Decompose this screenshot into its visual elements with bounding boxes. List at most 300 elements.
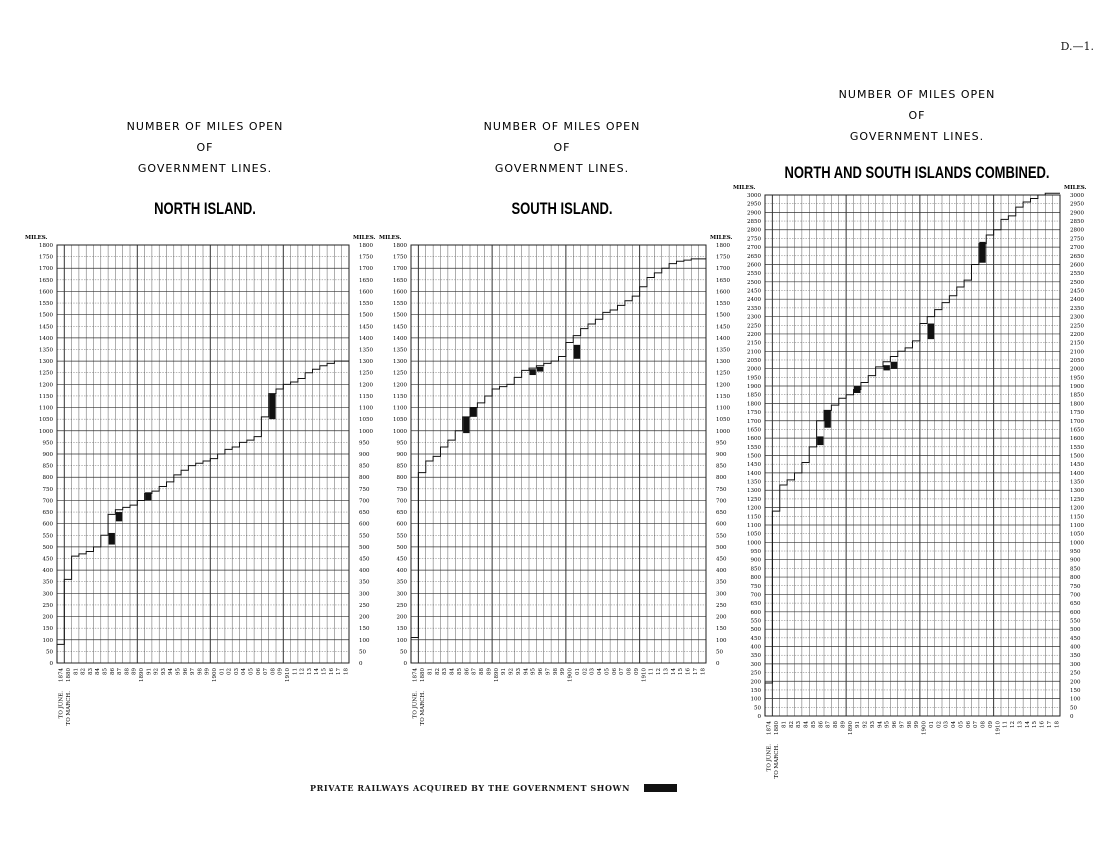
y-tick-label-left: 900 — [42, 452, 53, 458]
x-tick-label: 05 — [958, 721, 965, 728]
y-tick-label-right: 850 — [1070, 566, 1081, 573]
y-tick-label-right: 1500 — [1070, 453, 1084, 460]
y-tick-label-right: 150 — [1070, 687, 1081, 694]
y-tick-label-left: 1150 — [393, 393, 407, 400]
y-tick-label-left: 650 — [396, 510, 407, 517]
chart-title: NORTH AND SOUTH ISLANDS COMBINED. — [784, 164, 1050, 183]
y-tick-label-right: 1200 — [359, 382, 373, 389]
x-tick-label: 82 — [434, 668, 441, 675]
acquisition-block — [928, 324, 934, 340]
y-tick-label-left: 0 — [49, 661, 53, 667]
y-tick-label-right: 100 — [359, 637, 370, 644]
x-tick-label: 83 — [87, 668, 94, 675]
y-tick-label-right: 3000 — [1070, 193, 1084, 199]
y-tick-label-left: 2100 — [747, 349, 761, 356]
y-tick-label-right: 550 — [716, 533, 727, 540]
y-tick-label-right: 2950 — [1070, 201, 1084, 208]
x-tick-label: 15 — [321, 668, 328, 675]
y-tick-label-left: 1300 — [393, 359, 407, 366]
x-tick-label: 1874 — [58, 668, 65, 682]
y-tick-label-left: 1150 — [747, 514, 761, 521]
x-tick-label: 94 — [168, 668, 175, 675]
x-tick-label: 14 — [670, 668, 677, 675]
y-tick-label-right: 1400 — [716, 335, 730, 342]
y-tick-label-right: 2800 — [1070, 227, 1084, 234]
y-tick-label-right: 900 — [716, 452, 727, 458]
y-tick-label-right: 850 — [359, 463, 370, 470]
y-tick-label-left: 1050 — [747, 531, 761, 538]
y-tick-label-right: 1550 — [359, 301, 373, 308]
y-tick-label-left: 200 — [750, 679, 761, 686]
y-tick-label-right: 300 — [716, 591, 727, 598]
y-tick-label-left: 1800 — [39, 243, 53, 249]
x-tick-label: 12 — [656, 668, 663, 675]
x-tick-label: 87 — [825, 721, 832, 728]
x-tick-label: 08 — [980, 721, 987, 728]
x-tick-label: 05 — [604, 668, 611, 675]
y-tick-label-right: 600 — [716, 521, 727, 528]
y-tick-label-right: 2050 — [1070, 357, 1084, 364]
y-tick-label-right: 1700 — [359, 266, 373, 273]
y-tick-label-right: 1000 — [1070, 540, 1084, 547]
x-tick-label: 98 — [552, 668, 559, 675]
y-tick-label-left: 2150 — [747, 340, 761, 347]
x-tick-label: 01 — [574, 668, 581, 675]
x-tick-label: 15 — [1032, 721, 1039, 728]
y-tick-label-right: 1650 — [1070, 427, 1084, 434]
y-tick-label-left: 3000 — [747, 193, 761, 199]
chart-heading-line: GOVERNMENT LINES. — [137, 162, 273, 175]
y-tick-label-right: 400 — [359, 568, 370, 575]
y-tick-label-left: 750 — [42, 486, 53, 493]
x-tick-label: 17 — [336, 668, 343, 675]
y-tick-label-right: 750 — [1070, 583, 1081, 590]
y-tick-label-right: 2250 — [1070, 323, 1084, 330]
x-tick-label: 12 — [1010, 721, 1017, 728]
y-tick-label-left: 1100 — [39, 405, 53, 412]
y-tick-label-right: 400 — [716, 568, 727, 575]
x-tick-label: 13 — [306, 668, 313, 675]
y-tick-label-right: 550 — [359, 533, 370, 540]
y-tick-label-left: 900 — [396, 452, 407, 458]
x-tick-label: 17 — [1046, 721, 1053, 728]
x-tick-label: 1874 — [766, 721, 773, 735]
y-tick-label-left: 1250 — [747, 496, 761, 503]
y-tick-label-left: 400 — [42, 568, 53, 575]
x-tick-label: 89 — [131, 668, 138, 675]
y-tick-label-left: 700 — [396, 498, 407, 505]
y-tick-label-right: 300 — [1070, 661, 1081, 668]
chart-heading-line: OF — [196, 141, 214, 154]
x-tick-label: 11 — [648, 668, 655, 675]
legend-swatch — [644, 784, 677, 792]
y-tick-label-right: 2450 — [1070, 288, 1084, 295]
acquisition-block — [884, 365, 890, 370]
x-tick-prefix: TO MARCH. — [774, 744, 781, 779]
y-tick-label-right: 1500 — [716, 312, 730, 319]
y-tick-label-right: 700 — [716, 498, 727, 505]
y-tick-label-right: 500 — [1070, 627, 1081, 634]
y-tick-label-right: 600 — [1070, 609, 1081, 616]
y-tick-label-left: 950 — [396, 440, 407, 447]
x-tick-label: 06 — [255, 668, 262, 675]
chart-heading-line: NUMBER OF MILES OPEN — [126, 120, 284, 133]
chart-heading-line: NUMBER OF MILES OPEN — [838, 88, 996, 101]
y-tick-label-left: 1800 — [393, 243, 407, 249]
x-tick-label: 81 — [781, 721, 788, 728]
y-tick-label-right: 700 — [1070, 592, 1081, 599]
x-tick-label: 95 — [884, 721, 891, 728]
y-tick-label-left: 2700 — [747, 245, 761, 252]
y-tick-label-left: 500 — [396, 544, 407, 551]
x-tick-label: 13 — [1017, 721, 1024, 728]
x-tick-label: 83 — [796, 721, 803, 728]
x-tick-label: 99 — [560, 668, 567, 675]
x-tick-label: 92 — [508, 668, 515, 675]
y-tick-label-left: 550 — [750, 618, 761, 625]
y-tick-label-left: 1000 — [393, 428, 407, 435]
x-tick-label: 1890 — [138, 668, 145, 682]
y-tick-label-left: 850 — [42, 463, 53, 470]
chart-heading-line: NUMBER OF MILES OPEN — [483, 120, 641, 133]
y-tick-label-right: 1150 — [359, 393, 373, 400]
y-tick-label-left: 1000 — [39, 428, 53, 435]
y-tick-label-left: 450 — [396, 556, 407, 563]
y-tick-label-right: 2500 — [1070, 279, 1084, 286]
x-tick-label: 1900 — [921, 721, 928, 735]
y-tick-label-right: 1650 — [359, 277, 373, 284]
y-axis-unit-right: MILES. — [353, 235, 376, 241]
legend-text: PRIVATE RAILWAYS ACQUIRED BY THE GOVERNMENT SHOWN — [310, 783, 631, 793]
y-tick-label-right: 2350 — [1070, 305, 1084, 312]
y-tick-label-left: 800 — [42, 475, 53, 482]
x-tick-label: 97 — [190, 668, 197, 675]
y-tick-label-right: 450 — [716, 556, 727, 563]
y-tick-label-left: 1100 — [393, 405, 407, 412]
y-tick-label-left: 1450 — [393, 324, 407, 331]
x-tick-label: 16 — [1039, 721, 1046, 728]
y-tick-label-right: 800 — [716, 475, 727, 482]
x-tick-label: 92 — [153, 668, 160, 675]
y-tick-label-left: 550 — [396, 533, 407, 540]
y-tick-label-left: 2350 — [747, 305, 761, 312]
x-tick-label: 04 — [951, 721, 958, 728]
y-tick-label-right: 1250 — [716, 370, 730, 377]
y-tick-label-right: 0 — [359, 661, 363, 667]
y-tick-label-left: 1150 — [39, 393, 53, 400]
y-tick-label-right: 650 — [359, 510, 370, 517]
y-tick-label-left: 50 — [400, 649, 407, 656]
x-tick-label: 09 — [987, 721, 994, 728]
y-tick-label-left: 1650 — [747, 427, 761, 434]
x-tick-label: 86 — [464, 668, 471, 675]
x-tick-label: 01 — [219, 668, 226, 675]
y-tick-label-right: 1300 — [359, 359, 373, 366]
x-tick-label: 94 — [523, 668, 530, 675]
y-tick-label-left: 250 — [750, 670, 761, 677]
y-tick-label-left: 400 — [396, 568, 407, 575]
y-tick-label-left: 2750 — [747, 236, 761, 243]
y-tick-label-right: 1250 — [1070, 496, 1084, 503]
x-tick-label: 84 — [95, 668, 102, 675]
chart-heading-line: OF — [553, 141, 571, 154]
x-tick-label: 18 — [1054, 721, 1061, 728]
x-tick-label: 14 — [1024, 721, 1031, 728]
y-tick-label-right: 250 — [359, 602, 370, 609]
x-tick-label: 93 — [515, 668, 522, 675]
y-tick-label-right: 1500 — [359, 312, 373, 319]
y-tick-label-right: 1600 — [359, 289, 373, 296]
y-tick-label-right: 2400 — [1070, 297, 1084, 304]
x-tick-label: 95 — [175, 668, 182, 675]
y-tick-label-left: 1900 — [747, 384, 761, 391]
y-tick-label-right: 1850 — [1070, 392, 1084, 399]
y-tick-label-right: 350 — [1070, 653, 1081, 660]
y-tick-label-right: 1600 — [1070, 436, 1084, 443]
x-tick-label: 08 — [270, 668, 277, 675]
y-tick-label-right: 1700 — [1070, 418, 1084, 425]
y-tick-label-left: 1400 — [747, 470, 761, 477]
y-tick-label-right: 1350 — [359, 347, 373, 354]
y-tick-label-left: 2050 — [747, 357, 761, 364]
y-tick-label-left: 2500 — [747, 279, 761, 286]
y-tick-label-right: 200 — [716, 614, 727, 621]
y-tick-label-left: 950 — [42, 440, 53, 447]
y-tick-label-left: 50 — [46, 649, 53, 656]
x-tick-label: 89 — [840, 721, 847, 728]
acquisition-block — [817, 436, 823, 445]
y-tick-label-right: 150 — [359, 626, 370, 633]
x-tick-label: 18 — [700, 668, 707, 675]
y-tick-label-right: 1750 — [1070, 410, 1084, 417]
x-tick-label: 06 — [611, 668, 618, 675]
y-tick-label-right: 1700 — [716, 266, 730, 273]
y-tick-label-right: 750 — [359, 486, 370, 493]
x-tick-label: 86 — [109, 668, 116, 675]
y-tick-label-left: 1500 — [39, 312, 53, 319]
y-tick-label-right: 1300 — [716, 359, 730, 366]
acquisition-block — [109, 533, 115, 545]
y-tick-label-left: 1850 — [747, 392, 761, 399]
y-tick-label-right: 450 — [1070, 635, 1081, 642]
x-tick-label: 06 — [965, 721, 972, 728]
y-tick-label-left: 1300 — [39, 359, 53, 366]
x-tick-label: 05 — [248, 668, 255, 675]
x-tick-label: 1910 — [995, 721, 1002, 735]
y-tick-label-left: 250 — [396, 602, 407, 609]
y-tick-label-left: 1500 — [393, 312, 407, 319]
y-tick-label-right: 1250 — [359, 370, 373, 377]
y-tick-label-left: 650 — [42, 510, 53, 517]
y-tick-label-right: 600 — [359, 521, 370, 528]
y-tick-label-right: 1350 — [1070, 479, 1084, 486]
y-tick-label-left: 800 — [750, 575, 761, 582]
y-tick-label-left: 1700 — [39, 266, 53, 273]
y-tick-label-left: 700 — [42, 498, 53, 505]
x-tick-label: 13 — [663, 668, 670, 675]
y-tick-label-left: 1950 — [747, 375, 761, 382]
acquisition-block — [471, 408, 477, 417]
x-tick-label: 1900 — [567, 668, 574, 682]
y-tick-label-left: 2200 — [747, 331, 761, 338]
y-tick-label-left: 100 — [750, 696, 761, 703]
y-tick-label-left: 700 — [750, 592, 761, 599]
acquisition-block — [116, 512, 122, 521]
x-tick-label: 1880 — [420, 668, 427, 682]
y-tick-label-left: 500 — [42, 544, 53, 551]
acquisition-block — [825, 410, 831, 427]
y-tick-label-left: 1750 — [393, 254, 407, 261]
y-tick-label-left: 1600 — [393, 289, 407, 296]
acquisition-block — [530, 369, 536, 375]
x-tick-label: 1890 — [493, 668, 500, 682]
y-tick-label-right: 1550 — [716, 301, 730, 308]
x-tick-prefix: TO JUNE. — [766, 744, 773, 772]
x-tick-label: 1900 — [211, 668, 218, 682]
chart-title: NORTH ISLAND. — [154, 200, 256, 219]
x-tick-label: 91 — [146, 668, 153, 675]
y-tick-label-right: 1600 — [716, 289, 730, 296]
y-tick-label-left: 1700 — [393, 266, 407, 273]
y-tick-label-right: 2300 — [1070, 314, 1084, 321]
y-tick-label-right: 2600 — [1070, 262, 1084, 269]
y-tick-label-right: 1800 — [1070, 401, 1084, 408]
x-tick-label: 85 — [102, 668, 109, 675]
y-tick-label-right: 0 — [716, 661, 720, 667]
x-tick-label: 96 — [538, 668, 545, 675]
x-tick-label: 84 — [449, 668, 456, 675]
y-tick-label-left: 1750 — [747, 410, 761, 417]
y-tick-label-right: 650 — [716, 510, 727, 517]
x-tick-label: 88 — [833, 721, 840, 728]
x-tick-label: 03 — [943, 721, 950, 728]
y-tick-label-right: 100 — [716, 637, 727, 644]
x-tick-label: 15 — [678, 668, 685, 675]
x-tick-prefix: TO MARCH. — [65, 691, 72, 726]
y-tick-label-left: 800 — [396, 475, 407, 482]
y-tick-label-right: 2650 — [1070, 253, 1084, 260]
y-tick-label-right: 500 — [359, 544, 370, 551]
y-tick-label-left: 1550 — [747, 444, 761, 451]
y-tick-label-right: 0 — [1070, 714, 1074, 720]
y-tick-label-right: 950 — [359, 440, 370, 447]
y-tick-label-right: 200 — [1070, 679, 1081, 686]
x-tick-label: 14 — [314, 668, 321, 675]
y-tick-label-right: 1050 — [1070, 531, 1084, 538]
y-tick-label-left: 1350 — [747, 479, 761, 486]
x-tick-label: 91 — [501, 668, 508, 675]
x-tick-label: 08 — [626, 668, 633, 675]
y-tick-label-right: 250 — [716, 602, 727, 609]
x-tick-label: 95 — [530, 668, 537, 675]
y-tick-label-right: 1450 — [716, 324, 730, 331]
x-tick-label: 09 — [633, 668, 640, 675]
y-tick-label-right: 1550 — [1070, 444, 1084, 451]
y-tick-label-right: 1450 — [1070, 462, 1084, 469]
y-tick-label-right: 1100 — [359, 405, 373, 412]
y-tick-label-left: 1300 — [747, 488, 761, 495]
x-tick-label: 1874 — [412, 668, 419, 682]
y-tick-label-left: 950 — [750, 549, 761, 556]
chart-heading-line: GOVERNMENT LINES. — [494, 162, 630, 175]
y-tick-label-right: 1150 — [1070, 514, 1084, 521]
acquisition-block — [854, 386, 860, 393]
y-tick-label-right: 2750 — [1070, 236, 1084, 243]
x-tick-label: 88 — [479, 668, 486, 675]
y-tick-label-right: 350 — [359, 579, 370, 586]
y-tick-label-right: 2100 — [1070, 349, 1084, 356]
y-tick-label-left: 1750 — [39, 254, 53, 261]
y-tick-label-right: 2550 — [1070, 271, 1084, 278]
chart-heading-line: GOVERNMENT LINES. — [849, 130, 985, 143]
y-tick-label-left: 300 — [396, 591, 407, 598]
y-tick-label-left: 1600 — [747, 436, 761, 443]
x-tick-label: 07 — [619, 668, 626, 675]
x-tick-label: 16 — [685, 668, 692, 675]
y-tick-label-left: 450 — [750, 635, 761, 642]
y-tick-label-right: 300 — [359, 591, 370, 598]
y-tick-label-left: 100 — [42, 637, 53, 644]
y-tick-label-right: 50 — [359, 649, 366, 656]
x-tick-prefix: TO JUNE. — [58, 691, 65, 719]
y-tick-label-left: 150 — [396, 626, 407, 633]
y-tick-label-left: 300 — [42, 591, 53, 598]
x-tick-label: 88 — [124, 668, 131, 675]
y-tick-label-left: 1200 — [39, 382, 53, 389]
y-tick-label-right: 1000 — [716, 428, 730, 435]
y-tick-label-left: 1500 — [747, 453, 761, 460]
y-tick-label-right: 2850 — [1070, 219, 1084, 226]
y-tick-label-right: 1050 — [716, 417, 730, 424]
y-tick-label-right: 50 — [1070, 705, 1077, 712]
x-tick-label: 99 — [204, 668, 211, 675]
y-tick-label-right: 900 — [359, 452, 370, 458]
y-tick-label-right: 800 — [1070, 575, 1081, 582]
y-tick-label-left: 2000 — [747, 366, 761, 373]
y-tick-label-right: 950 — [716, 440, 727, 447]
y-tick-label-right: 1450 — [359, 324, 373, 331]
x-tick-prefix: TO JUNE. — [412, 691, 419, 719]
x-tick-label: 1910 — [641, 668, 648, 682]
x-tick-label: 97 — [899, 721, 906, 728]
y-tick-label-left: 2250 — [747, 323, 761, 330]
y-tick-label-right: 1800 — [716, 243, 730, 249]
y-tick-label-left: 1000 — [747, 540, 761, 547]
x-tick-label: 01 — [928, 721, 935, 728]
y-axis-unit-right: MILES. — [710, 235, 733, 241]
y-tick-label-right: 1900 — [1070, 384, 1084, 391]
x-tick-label: 85 — [456, 668, 463, 675]
y-tick-label-right: 500 — [716, 544, 727, 551]
y-tick-label-right: 700 — [359, 498, 370, 505]
y-tick-label-right: 1800 — [359, 243, 373, 249]
y-tick-label-right: 1150 — [716, 393, 730, 400]
y-tick-label-right: 1750 — [716, 254, 730, 261]
y-tick-label-left: 2450 — [747, 288, 761, 295]
y-tick-label-left: 1050 — [393, 417, 407, 424]
y-tick-label-right: 2200 — [1070, 331, 1084, 338]
y-tick-label-left: 1350 — [393, 347, 407, 354]
y-tick-label-left: 1800 — [747, 401, 761, 408]
x-tick-label: 1890 — [847, 721, 854, 735]
y-tick-label-left: 350 — [396, 579, 407, 586]
x-tick-label: 09 — [277, 668, 284, 675]
y-tick-label-left: 550 — [42, 533, 53, 540]
acquisition-block — [463, 417, 469, 433]
x-tick-label: 83 — [442, 668, 449, 675]
y-tick-label-left: 300 — [750, 661, 761, 668]
page-reference: D.—1. — [1060, 40, 1094, 53]
